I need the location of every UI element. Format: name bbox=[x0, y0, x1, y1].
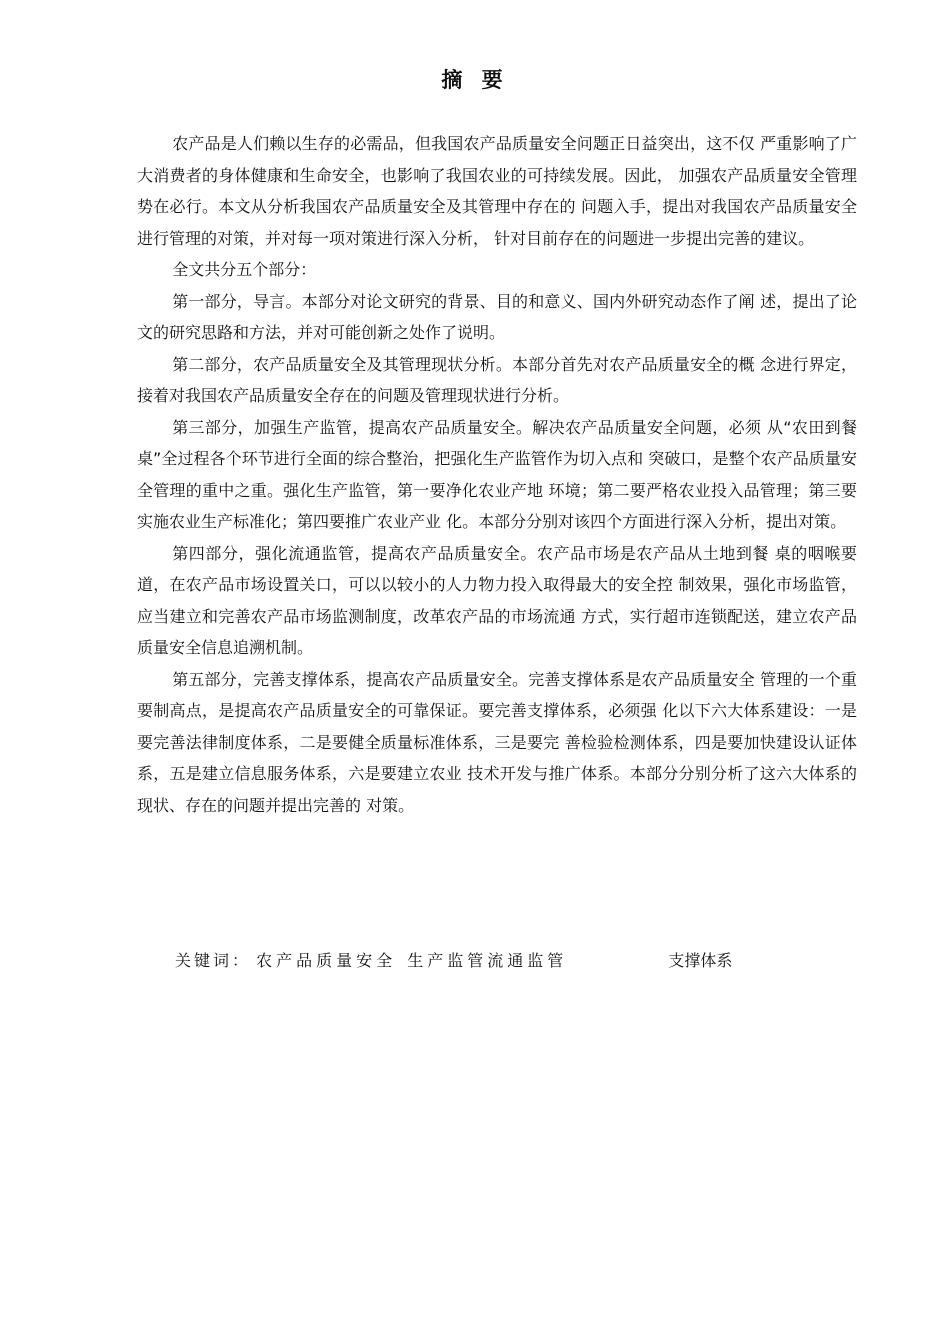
keyword-item: 农产品质量安全 bbox=[256, 951, 397, 970]
keywords-line bbox=[175, 948, 795, 974]
paragraph-part-5: 第五部分，完善支撑体系，提高农产品质量安全。完善支撑体系是农产品质量安全 管理的一个重要制高点，是提高农产品质量安全的可靠保证。要完善支撑体系，必须强 化以下六大体系建设：一是要完善法律制度体系，二是要健全质量标准体系，三是要完 善检验检测体系，四是要加快建设认证体系，五是建立信息服务体系，六是要建立农业 技术开发与推广体系。本部分分别分析了这六大体系的现状、存在的问题并提出完善的 对策。 bbox=[137, 669, 857, 815]
keywords-separator: ： bbox=[232, 951, 252, 970]
paragraph-overview: 全文共分五个部分： bbox=[172, 260, 317, 279]
page-title: 摘 要 bbox=[441, 68, 509, 92]
paragraph-intro: 农产品是人们赖以生存的必需品，但我国农产品质量安全问题正日益突出，这不仅 严重影响了广大消费者的身体健康和生命安全，也影响了我国农业的可持续发展。因此， 加强农产品质量安全管理势在必行。本文从分析我国农产品质量安全及其管理中存在的 问题入手，提出对我国农产品质量安全进行管理的对策，并对每一项对策进行深入分析， 针对目前存在的问题进一步提出完善的建议。 bbox=[137, 134, 857, 248]
paragraph-part-3: 第三部分，加强生产监管，提高农产品质量安全。解决农产品质量安全问题，必须 从“农田到餐桌”全过程各个环节进行全面的综合整治，把强化生产监管作为切入点和 突破口，是整个农产品质量安全管理的重中之重。强化生产监管，第一要净化农业产地 环境；第二要严格农业投入品管理；第三要实施农业生产标准化；第四要推广农业产业 化。本部分分别对该四个方面进行深入分析，提出对策。 bbox=[137, 417, 857, 531]
paragraph-part-1: 第一部分，导言。本部分对论文研究的背景、目的和意义、国内外研究动态作了阐 述，提出了论文的研究思路和方法，并对可能创新之处作了说明。 bbox=[137, 291, 857, 342]
paragraph-part-4: 第四部分，强化流通监管，提高农产品质量安全。农产品市场是农产品从土地到餐 桌的咽喉要道，在农产品市场设置关口，可以以较小的人力物力投入取得最大的安全控 制效果，强化市场监管，应当建立和完善农产品市场监测制度，改革农产品的市场流通 方式，实行超市连锁配送，建立农产品质量安全信息追溯机制。 bbox=[137, 543, 857, 657]
abstract-body bbox=[137, 128, 857, 821]
paragraph-part-2: 第二部分，农产品质量安全及其管理现状分析。本部分首先对农产品质量安全的概 念进行界定，接着对我国农产品质量安全存在的问题及管理现状进行分析。 bbox=[137, 354, 857, 405]
keyword-item: 支撑体系 bbox=[668, 951, 733, 970]
keyword-item: 生产监管流通监管 bbox=[407, 951, 568, 970]
keywords-label: 关键词 bbox=[175, 951, 233, 970]
